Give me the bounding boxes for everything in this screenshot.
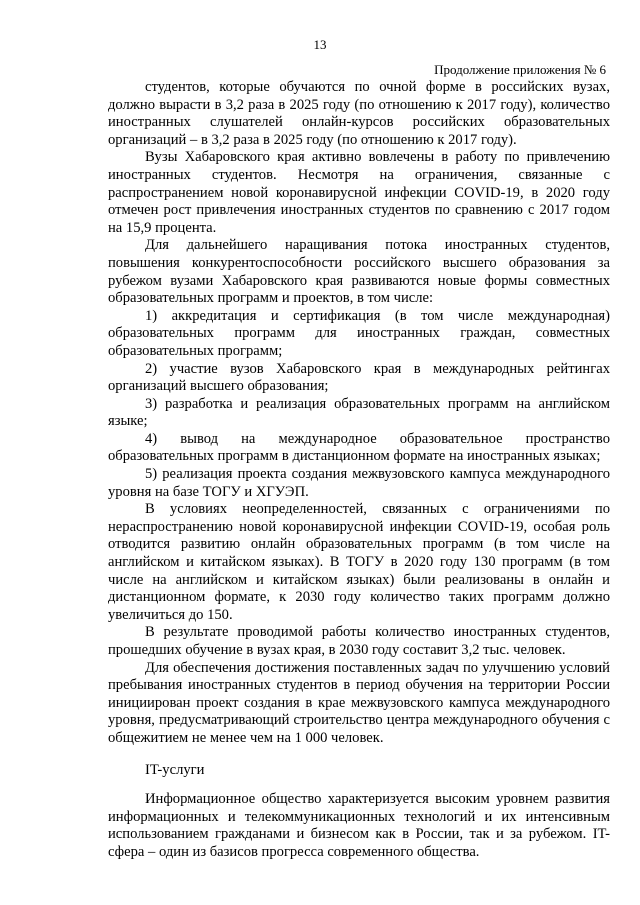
paragraph-khabarovsk-universities: Вузы Хабаровского края активно вовлечены в работу по привлечению иностранных студентов. Несмотря на ограничения, связанные с распространением новой коронавирусной инфекции COVID-19, в 2020 году отмечен рост привлечения иностранных студентов по сравнению с 2017 годом на 15,9 процента.	[108, 149, 610, 236]
appendix-note: Продолжение приложения № 6	[434, 62, 606, 77]
list-item-5: 5) реализация проекта создания межвузовского кампуса международного уровня на базе ТОГУ и ХГУЭП.	[108, 466, 610, 500]
section-heading: IT-услуги	[145, 761, 205, 778]
paragraph-information-society: Информационное общество характеризуется высоким уровнем развития информационных и телекоммуникационных технологий и их интенсивным использованием гражданами и бизнесом как в России, так и за рубежом. IT-сфера – один из базисов прогресса современного общества.	[108, 791, 610, 860]
list-item-1: 1) аккредитация и сертификация (в том числе международная) образовательных программ для иностранных граждан, совместных образовательных программ;	[108, 307, 610, 359]
list-item-3: 3) разработка и реализация образовательных программ на английском языке;	[108, 395, 610, 430]
paragraph-new-forms: Для дальнейшего наращивания потока иностранных студентов, повышения конкурентоспособности российского высшего образования за рубежом вузами Хабаровского края развиваются новые формы совместных образовательных программ и проектов, в том числе:	[108, 237, 610, 307]
paragraph-campus-project: Для обеспечения достижения поставленных задач по улучшению условий пребывания иностранных студентов в период обучения на территории России инициирован проект создания в крае межвузовского кампуса международного уровня, предусматривающий строительство центра международного обучения с общежитием не менее чем на 1 000 человек.	[108, 659, 610, 746]
paragraph-student-count: В результате проводимой работы количество иностранных студентов, прошедших обучение в вузах края, в 2030 году составит 3,2 тыс. человек.	[108, 624, 610, 658]
document-body	[108, 79, 610, 862]
paragraph-online-programs: В условиях неопределенностей, связанных с ограничениями по нераспространению новой коронавирусной инфекции COVID-19, особая роль отводится развитию онлайн образовательных программ (в том числе на английском и китайском языках). В ТОГУ в 2020 году 130 программ (в том числе на английском и китайском языках) были реализованы в онлайн и дистанционном формате, к 2030 году количество таких программ должно увеличиться до 150.	[108, 501, 610, 623]
page-number: 13	[313, 37, 327, 52]
paragraph-continuation: студентов, которые обучаются по очной форме в российских вузах, должно вырасти в 3,2 раза в 2025 году (по отношению к 2017 году), количество иностранных слушателей онлайн-курсов российских образовательных организаций – в 3,2 раза в 2025 году (по отношению к 2017 году).	[108, 79, 610, 148]
list-item-4: 4) вывод на международное образовательное пространство образовательных программ в дистанционном формате на иностранных языках;	[108, 430, 610, 465]
list-item-2: 2) участие вузов Хабаровского края в международных рейтингах организаций высшего образования;	[108, 360, 610, 395]
